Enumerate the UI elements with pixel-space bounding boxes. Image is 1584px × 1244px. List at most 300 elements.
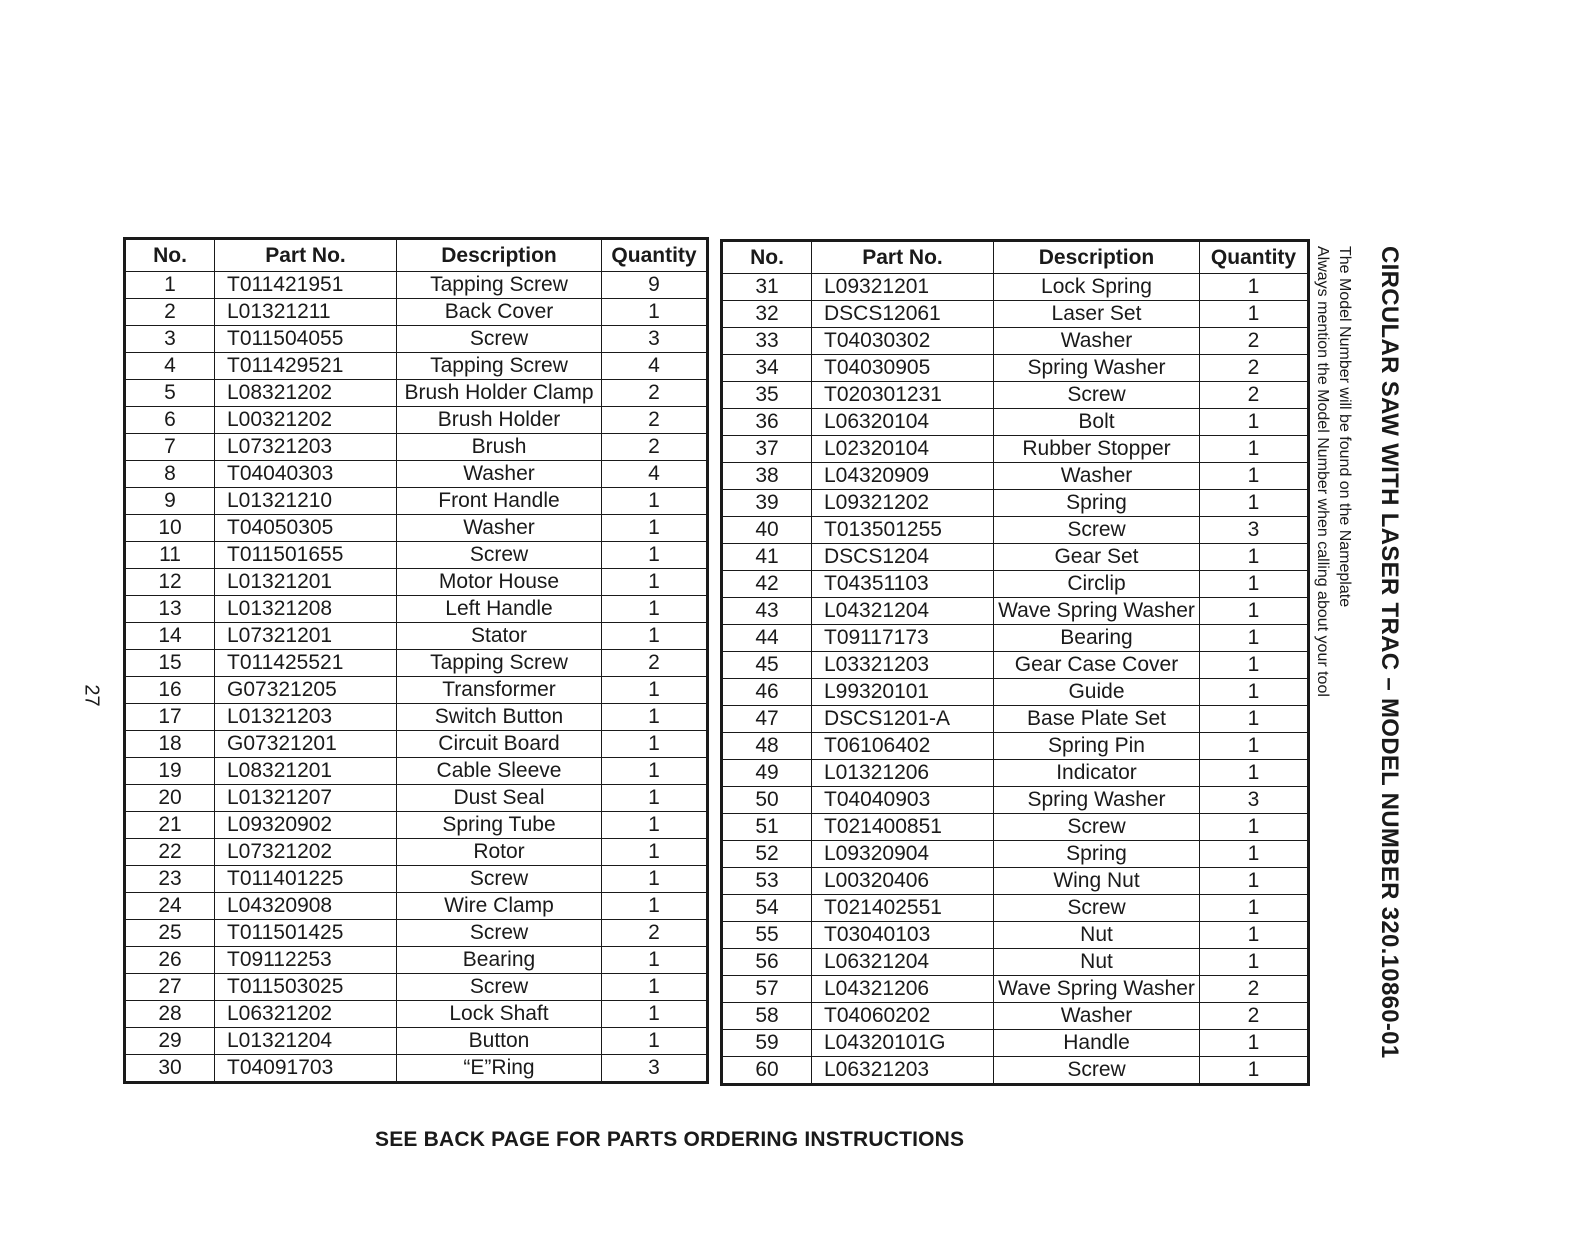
table-row: [125, 569, 708, 596]
item-number-cell: 23: [125, 866, 215, 893]
nameplate-note: The Model Number will be found on the Nameplate: [1336, 246, 1353, 608]
part-number-cell: L06321202: [215, 1001, 397, 1028]
quantity-cell: 3: [1200, 787, 1309, 814]
page-number: 27: [80, 684, 103, 707]
quantity-cell: 1: [1200, 409, 1309, 436]
description-cell: Front Handle: [397, 488, 602, 515]
description-cell: Nut: [994, 949, 1200, 976]
parts-ordering-note: SEE BACK PAGE FOR PARTS ORDERING INSTRUCTIONS: [375, 1128, 965, 1151]
description-cell: Gear Case Cover: [994, 652, 1200, 679]
part-number-cell: L01321206: [812, 760, 994, 787]
item-number-cell: 21: [125, 812, 215, 839]
item-number-cell: 25: [125, 920, 215, 947]
quantity-cell: 1: [602, 866, 708, 893]
item-number-cell: 26: [125, 947, 215, 974]
description-cell: Screw: [994, 517, 1200, 544]
part-number-cell: L01321203: [215, 704, 397, 731]
quantity-cell: 1: [1200, 463, 1309, 490]
description-cell: Screw: [397, 920, 602, 947]
item-number-cell: 19: [125, 758, 215, 785]
description-cell: Handle: [994, 1030, 1200, 1057]
description-cell: Spring: [994, 490, 1200, 517]
item-number-cell: 4: [125, 353, 215, 380]
table-header-row: [722, 241, 1309, 274]
item-number-cell: 50: [722, 787, 812, 814]
description-cell: “E”Ring: [397, 1055, 602, 1083]
quantity-cell: 1: [1200, 1057, 1309, 1085]
description-cell: Stator: [397, 623, 602, 650]
table-row: [722, 679, 1309, 706]
part-number-cell: T06106402: [812, 733, 994, 760]
description-cell: Screw: [397, 326, 602, 353]
description-cell: Spring Washer: [994, 787, 1200, 814]
table-row: [722, 382, 1309, 409]
quantity-cell: 2: [1200, 355, 1309, 382]
item-number-cell: 35: [722, 382, 812, 409]
quantity-cell: 4: [602, 353, 708, 380]
item-number-cell: 39: [722, 490, 812, 517]
part-number-cell: T04060202: [812, 1003, 994, 1030]
part-number-cell: L08321201: [215, 758, 397, 785]
item-number-cell: 20: [125, 785, 215, 812]
part-number-cell: L03321203: [812, 652, 994, 679]
description-cell: Washer: [994, 1003, 1200, 1030]
quantity-cell: 1: [1200, 733, 1309, 760]
part-number-cell: T011429521: [215, 353, 397, 380]
item-number-cell: 41: [722, 544, 812, 571]
table-row: [125, 758, 708, 785]
item-number-cell: 24: [125, 893, 215, 920]
description-cell: Wave Spring Washer: [994, 976, 1200, 1003]
item-number-cell: 53: [722, 868, 812, 895]
description-cell: Gear Set: [994, 544, 1200, 571]
description-cell: Tapping Screw: [397, 353, 602, 380]
parts-table-right: [720, 239, 1310, 1086]
item-number-cell: 48: [722, 733, 812, 760]
item-number-cell: 32: [722, 301, 812, 328]
part-number-cell: L01321201: [215, 569, 397, 596]
quantity-cell: 2: [1200, 1003, 1309, 1030]
item-number-cell: 60: [722, 1057, 812, 1085]
part-number-cell: L04321206: [812, 976, 994, 1003]
part-number-cell: L09321202: [812, 490, 994, 517]
item-number-cell: 44: [722, 625, 812, 652]
quantity-cell: 1: [602, 947, 708, 974]
table-row: [722, 949, 1309, 976]
item-number-cell: 49: [722, 760, 812, 787]
part-number-cell: L07321202: [215, 839, 397, 866]
table-row: [125, 704, 708, 731]
quantity-cell: 1: [602, 758, 708, 785]
quantity-cell: 1: [602, 569, 708, 596]
table-row: [722, 436, 1309, 463]
table-row: [722, 895, 1309, 922]
item-number-cell: 42: [722, 571, 812, 598]
quantity-cell: 2: [602, 407, 708, 434]
table-row: [722, 814, 1309, 841]
item-number-cell: 57: [722, 976, 812, 1003]
part-number-cell: L06321204: [812, 949, 994, 976]
description-cell: Guide: [994, 679, 1200, 706]
description-cell: Tapping Screw: [397, 272, 602, 299]
item-number-cell: 11: [125, 542, 215, 569]
description-cell: Screw: [994, 1057, 1200, 1085]
item-number-cell: 43: [722, 598, 812, 625]
quantity-cell: 1: [602, 704, 708, 731]
description-cell: Bearing: [397, 947, 602, 974]
part-number-cell: DSCS1204: [812, 544, 994, 571]
item-number-cell: 55: [722, 922, 812, 949]
part-number-cell: L01321210: [215, 488, 397, 515]
quantity-cell: 1: [1200, 490, 1309, 517]
quantity-cell: 4: [602, 461, 708, 488]
model-title: CIRCULAR SAW WITH LASER TRAC – MODEL NUMBER 320.10860-01: [1376, 246, 1403, 1059]
description-cell: Brush Holder: [397, 407, 602, 434]
description-cell: Spring: [994, 841, 1200, 868]
table-row: [125, 866, 708, 893]
table-row: [125, 461, 708, 488]
part-number-cell: T04030302: [812, 328, 994, 355]
item-number-cell: 31: [722, 274, 812, 301]
part-number-cell: L04320908: [215, 893, 397, 920]
table-row: [125, 407, 708, 434]
description-cell: Lock Spring: [994, 274, 1200, 301]
part-number-cell: L02320104: [812, 436, 994, 463]
quantity-cell: 1: [1200, 544, 1309, 571]
quantity-cell: 1: [1200, 679, 1309, 706]
item-number-cell: 36: [722, 409, 812, 436]
table-row: [125, 272, 708, 299]
part-number-cell: L01321208: [215, 596, 397, 623]
item-number-cell: 9: [125, 488, 215, 515]
item-number-cell: 3: [125, 326, 215, 353]
description-cell: Dust Seal: [397, 785, 602, 812]
table-row: [722, 409, 1309, 436]
quantity-cell: 1: [1200, 814, 1309, 841]
item-number-cell: 30: [125, 1055, 215, 1083]
table-row: [125, 1055, 708, 1083]
part-number-cell: T020301231: [812, 382, 994, 409]
part-number-cell: DSCS12061: [812, 301, 994, 328]
description-cell: Base Plate Set: [994, 706, 1200, 733]
part-number-cell: T011401225: [215, 866, 397, 893]
item-number-cell: 28: [125, 1001, 215, 1028]
table-row: [722, 868, 1309, 895]
table-row: [125, 947, 708, 974]
table-row: [125, 542, 708, 569]
description-cell: Transformer: [397, 677, 602, 704]
item-number-cell: 33: [722, 328, 812, 355]
table-row: [722, 733, 1309, 760]
part-number-cell: T04040903: [812, 787, 994, 814]
item-number-cell: 1: [125, 272, 215, 299]
description-cell: Brush Holder Clamp: [397, 380, 602, 407]
table-row: [722, 544, 1309, 571]
description-cell: Rubber Stopper: [994, 436, 1200, 463]
part-number-cell: T04030905: [812, 355, 994, 382]
description-cell: Motor House: [397, 569, 602, 596]
description-cell: Screw: [397, 866, 602, 893]
part-number-cell: L04321204: [812, 598, 994, 625]
description-cell: Left Handle: [397, 596, 602, 623]
description-cell: Cable Sleeve: [397, 758, 602, 785]
item-number-cell: 51: [722, 814, 812, 841]
item-number-cell: 12: [125, 569, 215, 596]
part-number-cell: L01321211: [215, 299, 397, 326]
quantity-cell: 2: [1200, 328, 1309, 355]
table-row: [722, 787, 1309, 814]
part-number-cell: T011425521: [215, 650, 397, 677]
table-row: [125, 299, 708, 326]
quantity-cell: 1: [1200, 868, 1309, 895]
description-cell: Laser Set: [994, 301, 1200, 328]
table-row: [722, 463, 1309, 490]
description-cell: Indicator: [994, 760, 1200, 787]
part-number-cell: T011421951: [215, 272, 397, 299]
table-row: [125, 785, 708, 812]
part-number-cell: T04091703: [215, 1055, 397, 1083]
column-header-quantity: Quantity: [1200, 241, 1309, 274]
table-row: [125, 434, 708, 461]
table-row: [722, 1003, 1309, 1030]
quantity-cell: 2: [1200, 382, 1309, 409]
description-cell: Spring Washer: [994, 355, 1200, 382]
table-row: [722, 490, 1309, 517]
description-cell: Back Cover: [397, 299, 602, 326]
description-cell: Screw: [994, 814, 1200, 841]
quantity-cell: 1: [602, 623, 708, 650]
table-header-row: [125, 239, 708, 272]
table-row: [722, 274, 1309, 301]
item-number-cell: 58: [722, 1003, 812, 1030]
item-number-cell: 13: [125, 596, 215, 623]
quantity-cell: 1: [602, 677, 708, 704]
part-number-cell: L04320909: [812, 463, 994, 490]
table-row: [125, 650, 708, 677]
part-number-cell: L01321204: [215, 1028, 397, 1055]
item-number-cell: 34: [722, 355, 812, 382]
quantity-cell: 1: [602, 839, 708, 866]
part-number-cell: T021402551: [812, 895, 994, 922]
description-cell: Tapping Screw: [397, 650, 602, 677]
part-number-cell: T04351103: [812, 571, 994, 598]
description-cell: Screw: [397, 542, 602, 569]
part-number-cell: G07321205: [215, 677, 397, 704]
quantity-cell: 1: [1200, 760, 1309, 787]
part-number-cell: L07321201: [215, 623, 397, 650]
table-row: [722, 922, 1309, 949]
part-number-cell: T09112253: [215, 947, 397, 974]
quantity-cell: 3: [602, 326, 708, 353]
table-row: [722, 571, 1309, 598]
table-row: [125, 623, 708, 650]
part-number-cell: T04050305: [215, 515, 397, 542]
table-row: [722, 301, 1309, 328]
column-header-description: Description: [994, 241, 1200, 274]
quantity-cell: 1: [602, 974, 708, 1001]
description-cell: Switch Button: [397, 704, 602, 731]
quantity-cell: 1: [1200, 895, 1309, 922]
part-number-cell: T03040103: [812, 922, 994, 949]
quantity-cell: 3: [1200, 517, 1309, 544]
description-cell: Bearing: [994, 625, 1200, 652]
description-cell: Spring Tube: [397, 812, 602, 839]
item-number-cell: 10: [125, 515, 215, 542]
quantity-cell: 1: [1200, 922, 1309, 949]
item-number-cell: 54: [722, 895, 812, 922]
part-number-cell: L09320902: [215, 812, 397, 839]
description-cell: Brush: [397, 434, 602, 461]
quantity-cell: 1: [1200, 841, 1309, 868]
quantity-cell: 1: [602, 1028, 708, 1055]
description-cell: Button: [397, 1028, 602, 1055]
item-number-cell: 14: [125, 623, 215, 650]
column-header-quantity: Quantity: [602, 239, 708, 272]
table-row: [125, 731, 708, 758]
description-cell: Washer: [994, 328, 1200, 355]
quantity-cell: 1: [1200, 301, 1309, 328]
quantity-cell: 1: [1200, 949, 1309, 976]
description-cell: Circlip: [994, 571, 1200, 598]
description-cell: Wave Spring Washer: [994, 598, 1200, 625]
description-cell: Screw: [397, 974, 602, 1001]
description-cell: Screw: [994, 895, 1200, 922]
part-number-cell: T013501255: [812, 517, 994, 544]
table-row: [722, 328, 1309, 355]
table-row: [125, 353, 708, 380]
part-number-cell: L09320904: [812, 841, 994, 868]
item-number-cell: 8: [125, 461, 215, 488]
table-row: [125, 839, 708, 866]
quantity-cell: 1: [602, 731, 708, 758]
table-row: [722, 976, 1309, 1003]
table-row: [722, 652, 1309, 679]
description-cell: Spring Pin: [994, 733, 1200, 760]
table-row: [125, 920, 708, 947]
item-number-cell: 15: [125, 650, 215, 677]
item-number-cell: 47: [722, 706, 812, 733]
part-number-cell: G07321201: [215, 731, 397, 758]
table-row: [722, 625, 1309, 652]
item-number-cell: 22: [125, 839, 215, 866]
description-cell: Wire Clamp: [397, 893, 602, 920]
item-number-cell: 27: [125, 974, 215, 1001]
description-cell: Rotor: [397, 839, 602, 866]
table-row: [125, 812, 708, 839]
item-number-cell: 16: [125, 677, 215, 704]
quantity-cell: 1: [1200, 598, 1309, 625]
table-row: [125, 380, 708, 407]
table-row: [125, 596, 708, 623]
item-number-cell: 7: [125, 434, 215, 461]
part-number-cell: L09321201: [812, 274, 994, 301]
quantity-cell: 1: [602, 785, 708, 812]
quantity-cell: 2: [602, 380, 708, 407]
column-header-part-no: Part No.: [812, 241, 994, 274]
part-number-cell: T011501655: [215, 542, 397, 569]
item-number-cell: 6: [125, 407, 215, 434]
item-number-cell: 37: [722, 436, 812, 463]
quantity-cell: 2: [602, 650, 708, 677]
part-number-cell: L01321207: [215, 785, 397, 812]
quantity-cell: 1: [602, 812, 708, 839]
item-number-cell: 18: [125, 731, 215, 758]
part-number-cell: T011501425: [215, 920, 397, 947]
quantity-cell: 1: [1200, 1030, 1309, 1057]
quantity-cell: 1: [1200, 706, 1309, 733]
column-header-no: No.: [722, 241, 812, 274]
quantity-cell: 1: [602, 542, 708, 569]
description-cell: Lock Shaft: [397, 1001, 602, 1028]
quantity-cell: 1: [602, 596, 708, 623]
item-number-cell: 5: [125, 380, 215, 407]
part-number-cell: L08321202: [215, 380, 397, 407]
quantity-cell: 1: [1200, 571, 1309, 598]
table-row: [722, 1057, 1309, 1085]
part-number-cell: L07321203: [215, 434, 397, 461]
table-row: [722, 1030, 1309, 1057]
description-cell: Washer: [397, 515, 602, 542]
quantity-cell: 1: [1200, 625, 1309, 652]
model-mention-note: Always mention the Model Number when calling about your tool: [1314, 246, 1331, 697]
part-number-cell: L00320406: [812, 868, 994, 895]
quantity-cell: 1: [1200, 436, 1309, 463]
description-cell: Bolt: [994, 409, 1200, 436]
item-number-cell: 2: [125, 299, 215, 326]
table-row: [125, 1001, 708, 1028]
part-number-cell: L04320101G: [812, 1030, 994, 1057]
table-row: [125, 515, 708, 542]
table-row: [722, 760, 1309, 787]
description-cell: Washer: [994, 463, 1200, 490]
item-number-cell: 46: [722, 679, 812, 706]
item-number-cell: 56: [722, 949, 812, 976]
item-number-cell: 29: [125, 1028, 215, 1055]
column-header-part-no: Part No.: [215, 239, 397, 272]
table-row: [125, 488, 708, 515]
part-number-cell: T011503025: [215, 974, 397, 1001]
description-cell: Screw: [994, 382, 1200, 409]
table-row: [125, 326, 708, 353]
table-row: [125, 677, 708, 704]
item-number-cell: 45: [722, 652, 812, 679]
description-cell: Wing Nut: [994, 868, 1200, 895]
quantity-cell: 2: [602, 434, 708, 461]
item-number-cell: 38: [722, 463, 812, 490]
column-header-description: Description: [397, 239, 602, 272]
part-number-cell: L06320104: [812, 409, 994, 436]
quantity-cell: 1: [602, 515, 708, 542]
quantity-cell: 3: [602, 1055, 708, 1083]
table-row: [722, 598, 1309, 625]
description-cell: Circuit Board: [397, 731, 602, 758]
quantity-cell: 1: [1200, 652, 1309, 679]
table-row: [125, 893, 708, 920]
quantity-cell: 1: [602, 299, 708, 326]
item-number-cell: 17: [125, 704, 215, 731]
part-number-cell: T021400851: [812, 814, 994, 841]
quantity-cell: 1: [602, 1001, 708, 1028]
table-row: [722, 841, 1309, 868]
table-row: [722, 517, 1309, 544]
parts-table-left: [123, 237, 709, 1084]
column-header-no: No.: [125, 239, 215, 272]
quantity-cell: 1: [1200, 274, 1309, 301]
table-row: [722, 706, 1309, 733]
item-number-cell: 52: [722, 841, 812, 868]
part-number-cell: L00321202: [215, 407, 397, 434]
quantity-cell: 9: [602, 272, 708, 299]
